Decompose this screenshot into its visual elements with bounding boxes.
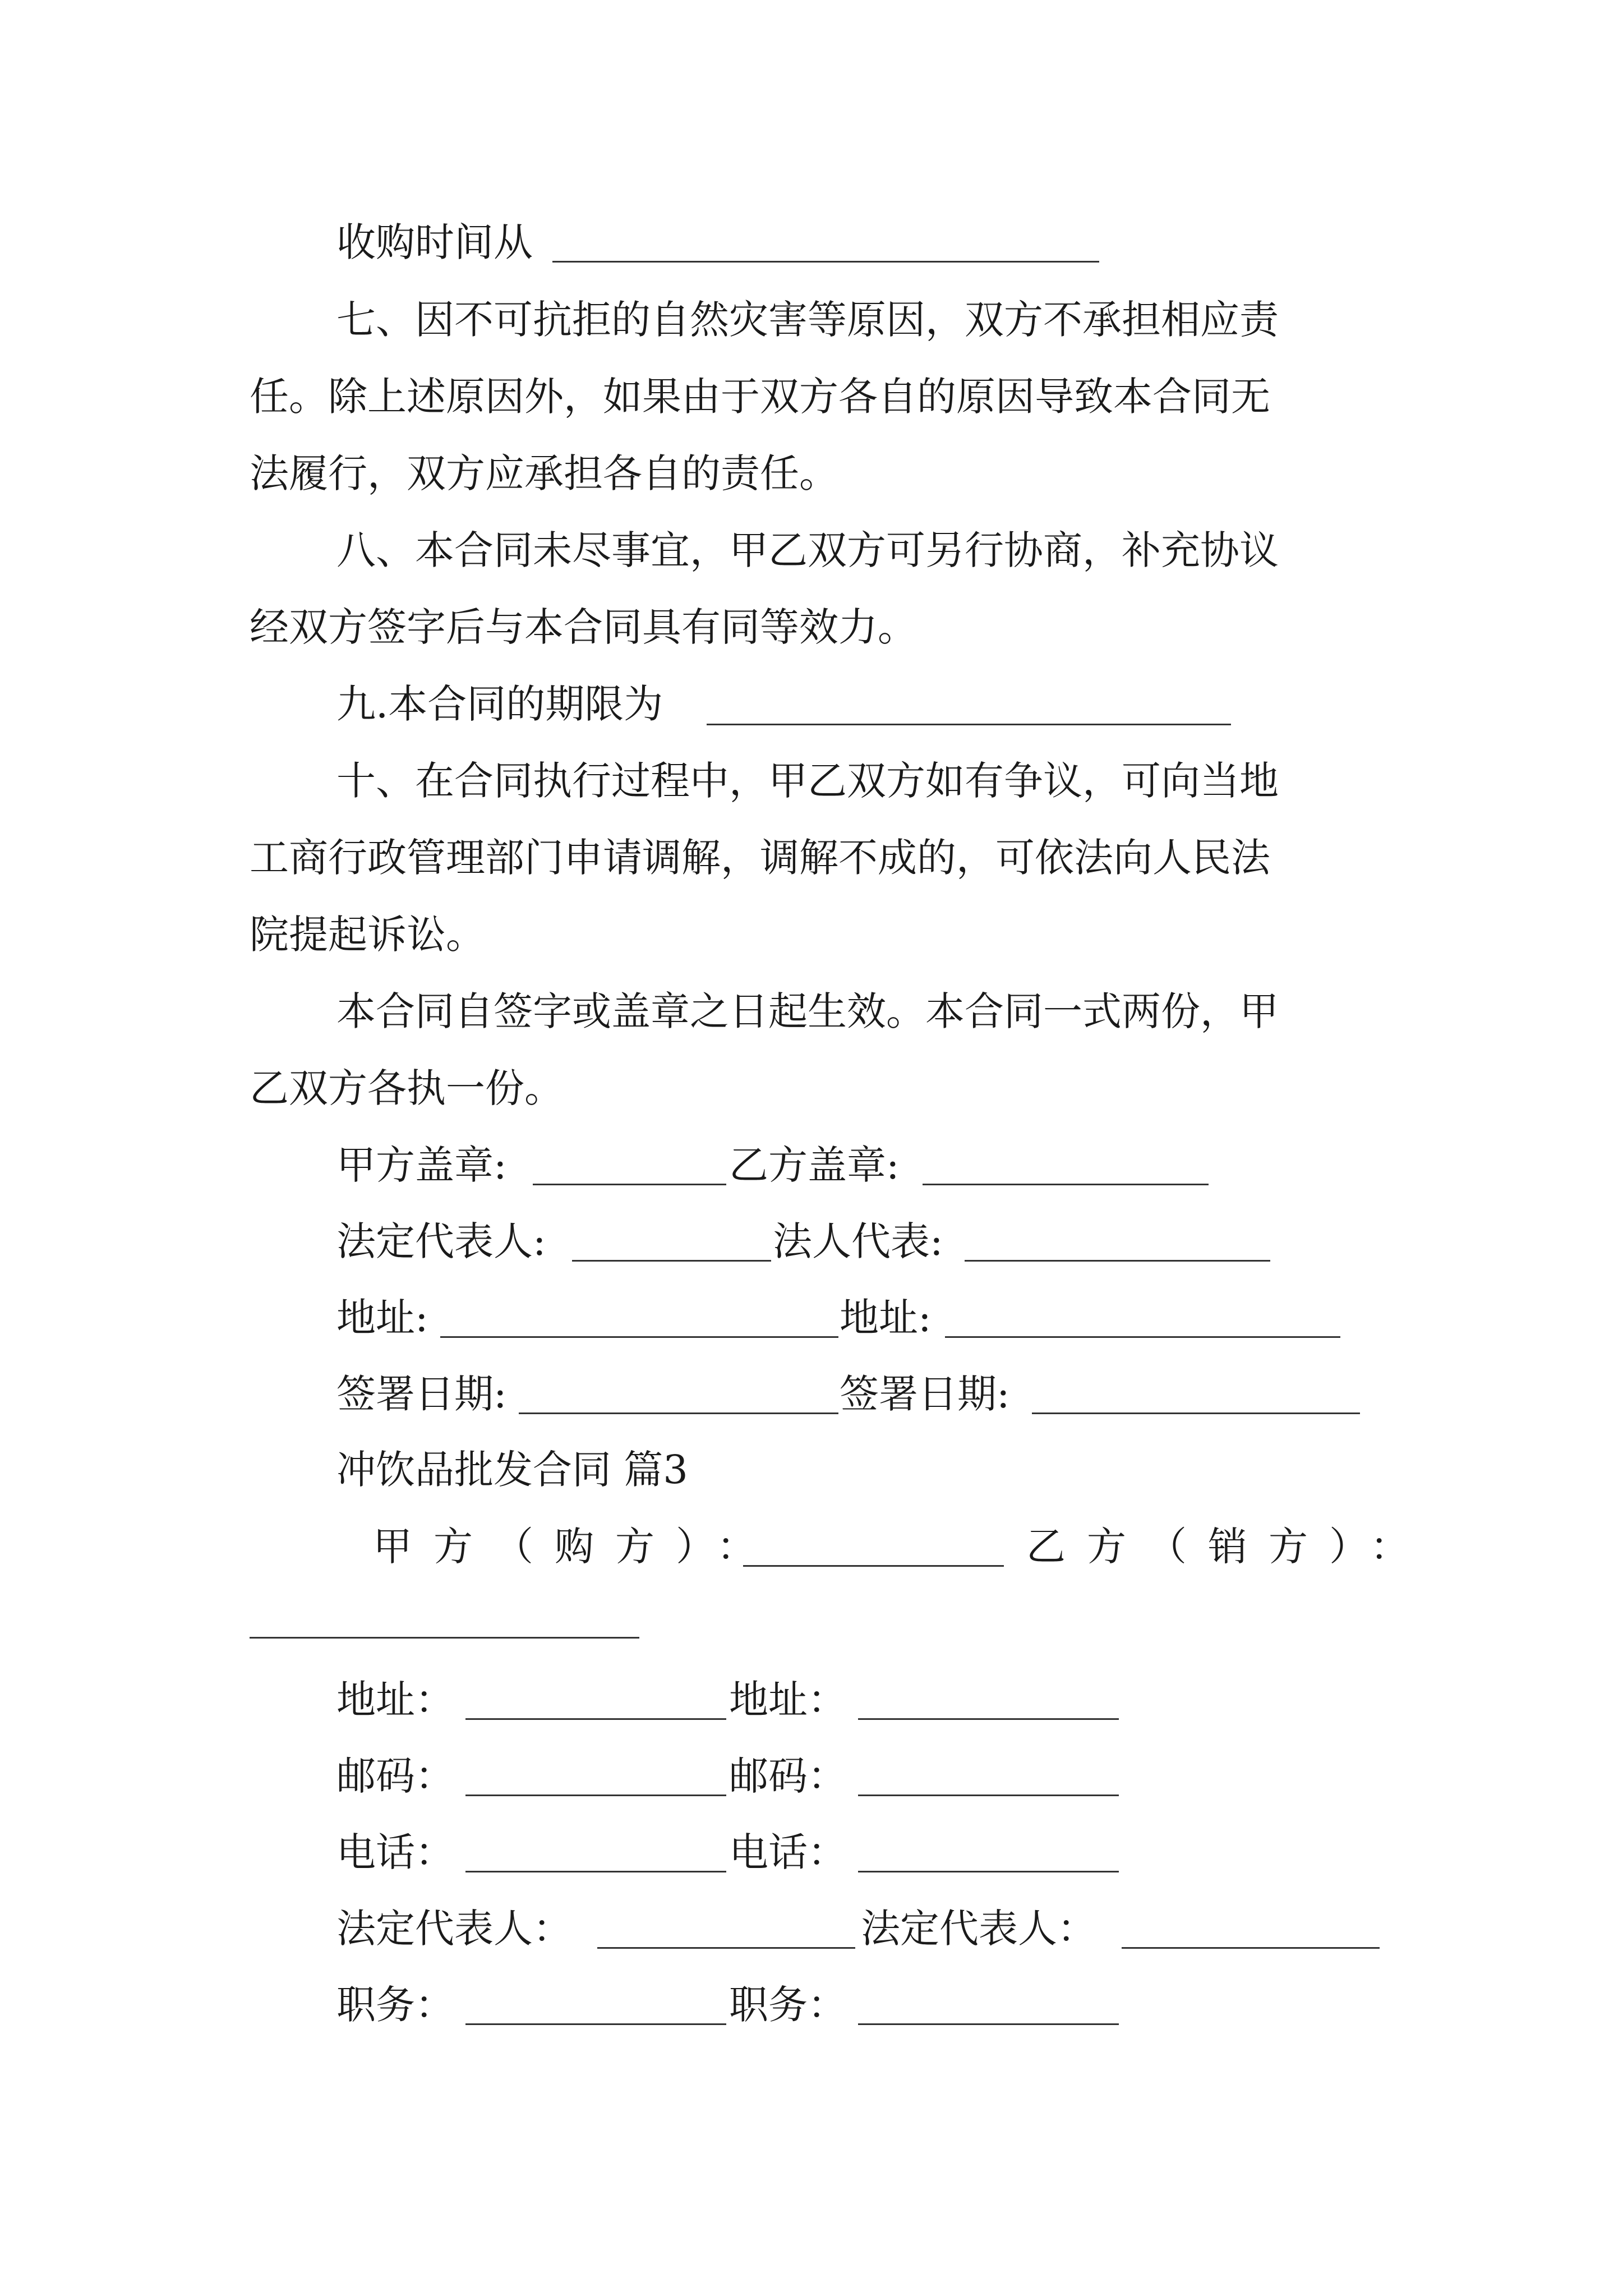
date-a-blank[interactable] [519, 1412, 838, 1414]
clause-10-line-2: 工商行政管理部门申请调解，调解不成的，可依法向人民法 [250, 835, 1270, 881]
s3-address-b-label: 地址： [729, 1677, 847, 1723]
acquisition-time-blank[interactable] [552, 261, 1099, 263]
s3-title-a-label: 职务： [336, 1982, 454, 2028]
clause-8-line-1: 八、本合同未尽事宜，甲乙双方可另行协商，补充协议 [336, 527, 1279, 573]
s3-address-a-label: 地址： [336, 1677, 454, 1723]
clause-7-line-2: 任。除上述原因外，如果由于双方各自的原因导致本合同无 [250, 374, 1270, 420]
s3-legal-a-blank[interactable] [597, 1947, 855, 1949]
s3-title-a-blank[interactable] [465, 2023, 726, 2025]
s3-title-b-label: 职务： [729, 1982, 847, 2028]
s3-phone-b-label: 电话： [729, 1829, 847, 1875]
clause-10-line-1: 十、在合同执行过程中，甲乙双方如有争议，可向当地 [336, 758, 1279, 804]
party-a-buyer-blank[interactable] [743, 1565, 1004, 1567]
s3-zip-a-label: 邮码： [336, 1753, 454, 1799]
effect-line-1: 本合同自签字或盖章之日起生效。本合同一式两份，甲 [336, 988, 1279, 1034]
date-b-label: 签署日期: [840, 1371, 1010, 1417]
address-a-label: 地址: [336, 1295, 428, 1341]
s3-phone-a-blank[interactable] [465, 1871, 726, 1872]
party-a-seal-label: 甲方盖章: [336, 1142, 507, 1188]
corp-rep-blank[interactable] [965, 1260, 1270, 1262]
s3-phone-b-blank[interactable] [858, 1871, 1119, 1872]
s3-zip-b-blank[interactable] [858, 1795, 1119, 1796]
s3-title-b-blank[interactable] [858, 2023, 1119, 2025]
acquisition-time-label: 收购时间从 [336, 219, 533, 265]
clause-10-line-3: 院提起诉讼。 [250, 912, 485, 958]
party-b-seal-blank[interactable] [923, 1184, 1209, 1185]
address-a-blank[interactable] [440, 1336, 838, 1338]
legal-rep-blank[interactable] [572, 1260, 771, 1262]
legal-rep-label: 法定代表人: [336, 1218, 546, 1264]
s3-address-a-blank[interactable] [465, 1718, 726, 1720]
s3-zip-b-label: 邮码： [729, 1753, 847, 1799]
clause-9-label: 九.本合同的期限为 [336, 681, 663, 727]
s3-zip-a-blank[interactable] [465, 1795, 726, 1796]
clause-9-blank[interactable] [707, 724, 1231, 725]
address-b-blank[interactable] [945, 1336, 1340, 1338]
section-3-heading: 冲饮品批发合同 篇3 [336, 1447, 688, 1493]
s3-phone-a-label: 电话： [336, 1829, 454, 1875]
s3-legal-a-label: 法定代表人： [336, 1906, 572, 1952]
date-b-blank[interactable] [1032, 1412, 1360, 1414]
address-b-label: 地址: [840, 1295, 932, 1341]
corp-rep-label: 法人代表: [773, 1218, 943, 1264]
party-a-seal-blank[interactable] [533, 1184, 726, 1185]
effect-line-2: 乙双方各执一份。 [250, 1065, 564, 1111]
party-b-seller-blank[interactable] [250, 1637, 639, 1639]
clause-7-line-1: 七、因不可抗拒的自然灾害等原因，双方不承担相应责 [336, 297, 1279, 343]
clause-7-line-3: 法履行，双方应承担各自的责任。 [250, 450, 838, 496]
date-a-label: 签署日期: [336, 1371, 507, 1417]
clause-8-line-2: 经双方签字后与本合同具有同等效力。 [250, 604, 917, 650]
s3-legal-b-label: 法定代表人： [861, 1906, 1096, 1952]
party-b-seal-label: 乙方盖章: [729, 1142, 900, 1188]
party-a-buyer-label: 甲方（购方）： [373, 1524, 777, 1570]
s3-address-b-blank[interactable] [858, 1718, 1119, 1720]
party-b-seller-label: 乙方（销方）： [1026, 1524, 1431, 1570]
s3-legal-b-blank[interactable] [1122, 1947, 1380, 1949]
